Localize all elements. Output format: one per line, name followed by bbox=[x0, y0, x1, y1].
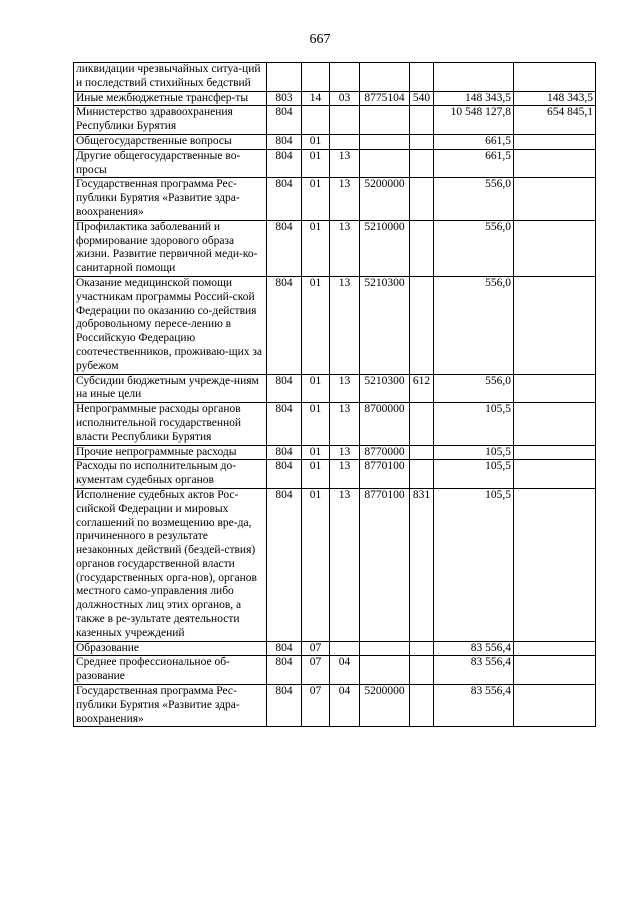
cell-name: Оказание медицинской помощи участникам программы Россий-ской Федерации по оказанию со-действия добровольному пересе-лению в Российскую Федерацию соотечественников, проживаю-щих за рубежом bbox=[74, 276, 267, 374]
cell-sum-2 bbox=[514, 220, 596, 276]
cell-sum-2 bbox=[514, 445, 596, 460]
cell-vr bbox=[410, 134, 434, 149]
cell-csr: 5210000 bbox=[360, 220, 410, 276]
cell-vr bbox=[410, 656, 434, 685]
table-row bbox=[74, 656, 596, 685]
cell-sum-1: 83 556,4 bbox=[434, 685, 514, 727]
cell-rz: 01 bbox=[302, 445, 330, 460]
cell-csr: 8770100 bbox=[360, 460, 410, 489]
cell-sum-1: 661,5 bbox=[434, 134, 514, 149]
cell-pr: 03 bbox=[330, 91, 360, 106]
cell-gr: 804 bbox=[267, 641, 302, 656]
cell-pr: 13 bbox=[330, 220, 360, 276]
cell-sum-2 bbox=[514, 63, 596, 92]
cell-pr: 04 bbox=[330, 685, 360, 727]
cell-sum-1: 105,5 bbox=[434, 488, 514, 641]
cell-pr: 13 bbox=[330, 178, 360, 220]
cell-sum-2 bbox=[514, 134, 596, 149]
cell-rz: 01 bbox=[302, 276, 330, 374]
table-row bbox=[74, 403, 596, 445]
cell-vr bbox=[410, 149, 434, 178]
cell-pr bbox=[330, 641, 360, 656]
table-body bbox=[74, 63, 596, 727]
cell-name: Профилактика заболеваний и формирование здорового образа жизни. Развитие первичной меди-ко-санитарной помощи bbox=[74, 220, 267, 276]
cell-gr: 804 bbox=[267, 656, 302, 685]
cell-sum-1: 556,0 bbox=[434, 178, 514, 220]
table-row bbox=[74, 641, 596, 656]
cell-pr: 13 bbox=[330, 460, 360, 489]
cell-pr bbox=[330, 106, 360, 135]
cell-pr bbox=[330, 63, 360, 92]
cell-vr: 612 bbox=[410, 374, 434, 403]
table-row bbox=[74, 374, 596, 403]
cell-sum-1: 661,5 bbox=[434, 149, 514, 178]
budget-table bbox=[73, 62, 596, 727]
cell-sum-1: 148 343,5 bbox=[434, 91, 514, 106]
table-row bbox=[74, 178, 596, 220]
cell-pr: 13 bbox=[330, 445, 360, 460]
cell-csr: 5200000 bbox=[360, 685, 410, 727]
cell-vr bbox=[410, 178, 434, 220]
cell-gr: 804 bbox=[267, 276, 302, 374]
cell-sum-1: 556,0 bbox=[434, 220, 514, 276]
cell-rz: 01 bbox=[302, 403, 330, 445]
cell-csr bbox=[360, 641, 410, 656]
cell-vr bbox=[410, 276, 434, 374]
table-row bbox=[74, 63, 596, 92]
cell-gr: 804 bbox=[267, 488, 302, 641]
cell-sum-1: 105,5 bbox=[434, 445, 514, 460]
table-row bbox=[74, 91, 596, 106]
cell-sum-1: 83 556,4 bbox=[434, 656, 514, 685]
cell-sum-2 bbox=[514, 149, 596, 178]
cell-vr bbox=[410, 106, 434, 135]
cell-vr bbox=[410, 220, 434, 276]
cell-sum-2 bbox=[514, 685, 596, 727]
cell-csr: 5210300 bbox=[360, 374, 410, 403]
cell-pr: 13 bbox=[330, 403, 360, 445]
cell-vr: 831 bbox=[410, 488, 434, 641]
table-row bbox=[74, 488, 596, 641]
cell-sum-2: 654 845,1 bbox=[514, 106, 596, 135]
cell-vr: 540 bbox=[410, 91, 434, 106]
cell-gr: 804 bbox=[267, 374, 302, 403]
cell-rz: 01 bbox=[302, 149, 330, 178]
cell-pr: 04 bbox=[330, 656, 360, 685]
cell-name: Непрограммные расходы органов исполнительной государственной власти Республики Бурятия bbox=[74, 403, 267, 445]
cell-gr: 804 bbox=[267, 403, 302, 445]
cell-sum-1: 105,5 bbox=[434, 460, 514, 489]
cell-name: Субсидии бюджетным учрежде-ниям на иные цели bbox=[74, 374, 267, 403]
cell-csr bbox=[360, 656, 410, 685]
cell-name: Образование bbox=[74, 641, 267, 656]
table-row bbox=[74, 460, 596, 489]
cell-name: Министерство здравоохранения Республики Бурятия bbox=[74, 106, 267, 135]
cell-name: Иные межбюджетные трансфер-ты bbox=[74, 91, 267, 106]
cell-pr: 13 bbox=[330, 276, 360, 374]
cell-name: Расходы по исполнительным до-кументам судебных органов bbox=[74, 460, 267, 489]
cell-sum-1: 83 556,4 bbox=[434, 641, 514, 656]
cell-sum-2 bbox=[514, 641, 596, 656]
cell-vr bbox=[410, 63, 434, 92]
cell-gr: 804 bbox=[267, 685, 302, 727]
cell-rz: 01 bbox=[302, 460, 330, 489]
cell-name: Общегосударственные вопросы bbox=[74, 134, 267, 149]
cell-name: Государственная программа Рес-публики Бурятия «Развитие здра-воохранения» bbox=[74, 178, 267, 220]
cell-gr: 804 bbox=[267, 178, 302, 220]
cell-sum-2 bbox=[514, 403, 596, 445]
cell-rz: 01 bbox=[302, 178, 330, 220]
cell-vr bbox=[410, 445, 434, 460]
table-row bbox=[74, 445, 596, 460]
cell-gr bbox=[267, 63, 302, 92]
cell-rz: 01 bbox=[302, 220, 330, 276]
cell-sum-2 bbox=[514, 656, 596, 685]
cell-csr: 5210300 bbox=[360, 276, 410, 374]
cell-vr bbox=[410, 460, 434, 489]
cell-name: Среднее профессиональное об-разование bbox=[74, 656, 267, 685]
cell-sum-1: 556,0 bbox=[434, 374, 514, 403]
cell-gr: 804 bbox=[267, 460, 302, 489]
cell-csr bbox=[360, 106, 410, 135]
cell-rz bbox=[302, 63, 330, 92]
cell-sum-1: 10 548 127,8 bbox=[434, 106, 514, 135]
cell-rz: 07 bbox=[302, 685, 330, 727]
cell-vr bbox=[410, 641, 434, 656]
cell-gr: 804 bbox=[267, 149, 302, 178]
table-row bbox=[74, 276, 596, 374]
table-row bbox=[74, 685, 596, 727]
cell-sum-2 bbox=[514, 460, 596, 489]
cell-gr: 804 bbox=[267, 220, 302, 276]
table-row bbox=[74, 220, 596, 276]
cell-pr: 13 bbox=[330, 149, 360, 178]
cell-sum-2 bbox=[514, 488, 596, 641]
cell-csr bbox=[360, 149, 410, 178]
cell-vr bbox=[410, 403, 434, 445]
cell-csr bbox=[360, 134, 410, 149]
cell-name: Исполнение судебных актов Рос-сийской Федерации и мировых соглашений по возмещению вре-да, причиненного в результате незаконных действий (бездей-ствия) органов государственной власти (государственных орга-нов), органов местного само-управления либо должностных лиц этих органов, а также в ре-зультате деятельности казенных учреждений bbox=[74, 488, 267, 641]
cell-sum-1 bbox=[434, 63, 514, 92]
cell-rz: 01 bbox=[302, 374, 330, 403]
cell-rz: 01 bbox=[302, 488, 330, 641]
cell-pr bbox=[330, 134, 360, 149]
cell-name: Прочие непрограммные расходы bbox=[74, 445, 267, 460]
cell-csr: 8775104 bbox=[360, 91, 410, 106]
cell-csr: 5200000 bbox=[360, 178, 410, 220]
cell-sum-1: 556,0 bbox=[434, 276, 514, 374]
table-row bbox=[74, 106, 596, 135]
cell-gr: 804 bbox=[267, 106, 302, 135]
cell-csr: 8770000 bbox=[360, 445, 410, 460]
cell-sum-2: 148 343,5 bbox=[514, 91, 596, 106]
cell-name: ликвидации чрезвычайных ситуа-ций и последствий стихийных бедствий bbox=[74, 63, 267, 92]
cell-gr: 804 bbox=[267, 445, 302, 460]
table-row bbox=[74, 149, 596, 178]
cell-name: Государственная программа Рес-публики Бурятия «Развитие здра-воохранения» bbox=[74, 685, 267, 727]
cell-rz: 07 bbox=[302, 641, 330, 656]
cell-name: Другие общегосударственные во-просы bbox=[74, 149, 267, 178]
cell-gr: 804 bbox=[267, 134, 302, 149]
cell-rz: 07 bbox=[302, 656, 330, 685]
cell-gr: 803 bbox=[267, 91, 302, 106]
cell-sum-2 bbox=[514, 276, 596, 374]
cell-rz: 01 bbox=[302, 134, 330, 149]
cell-csr bbox=[360, 63, 410, 92]
cell-vr bbox=[410, 685, 434, 727]
page-number: 667 bbox=[309, 32, 331, 47]
cell-csr: 8770100 bbox=[360, 488, 410, 641]
cell-rz: 14 bbox=[302, 91, 330, 106]
cell-pr: 13 bbox=[330, 488, 360, 641]
cell-pr: 13 bbox=[330, 374, 360, 403]
cell-csr: 8700000 bbox=[360, 403, 410, 445]
cell-sum-1: 105,5 bbox=[434, 403, 514, 445]
cell-sum-2 bbox=[514, 178, 596, 220]
table-row bbox=[74, 134, 596, 149]
cell-rz bbox=[302, 106, 330, 135]
cell-sum-2 bbox=[514, 374, 596, 403]
